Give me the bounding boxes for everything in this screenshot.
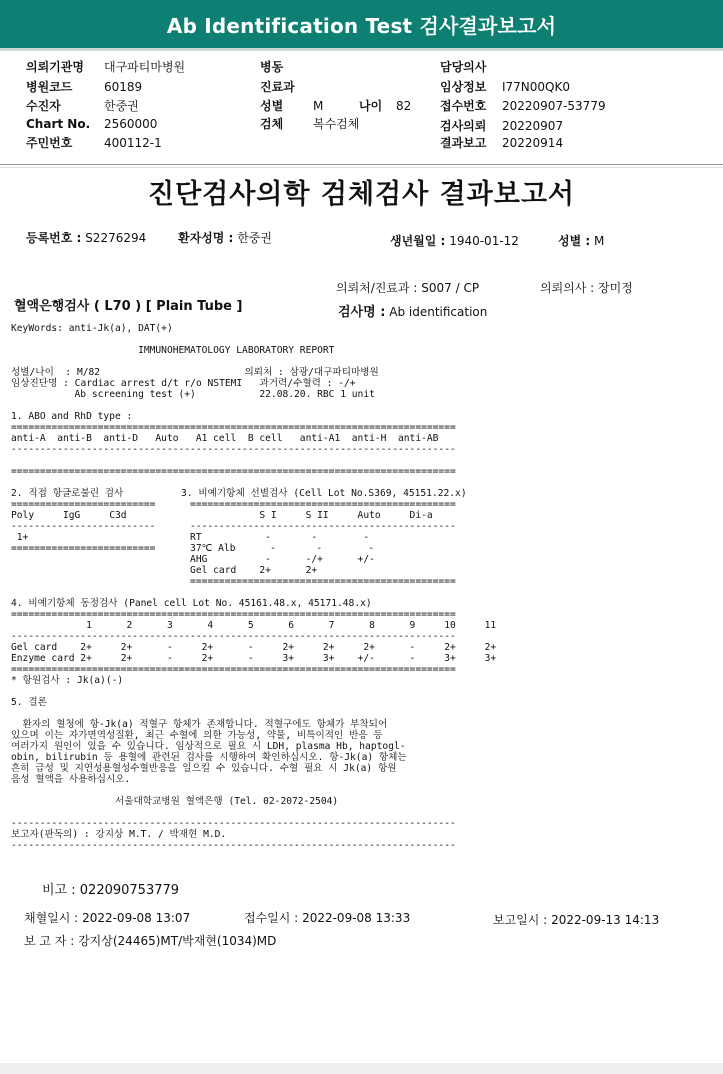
info-sex-age	[260, 97, 411, 114]
report-line: 2. 직접 항글로불린 검사 3. 비예기항체 선별검사 (Cell Lot No.S369, 45151.22.x)	[11, 488, 467, 499]
remark	[42, 879, 179, 898]
report-line: anti-A anti-B anti-D Auto A1 cell B cell anti-A1 anti-H anti-AB	[11, 433, 439, 444]
divider	[0, 164, 723, 165]
test-name	[338, 301, 487, 320]
report-line: KeyWords: anti-Jk(a), DAT(+)	[11, 323, 173, 334]
report-line: Gel card 2+ 2+	[11, 565, 318, 576]
receive-label: 접수일시 :	[244, 911, 299, 925]
birth-date	[390, 232, 519, 249]
report-line: ========================= ==============================================	[11, 499, 456, 510]
info-receipt-no	[440, 97, 606, 114]
patient-label: 환자성명 :	[178, 231, 234, 245]
info-value: 대구파티마병원	[104, 60, 186, 74]
info-label: 접수번호	[440, 99, 487, 113]
report-line: 4. 비예기항체 동정검사 (Panel cell Lot No. 45161.48.x, 45171.48.x)	[11, 598, 372, 609]
report-line: 여러가지 원인이 있을 수 있습니다. 임상적으로 필요 시 LDH, plasma Hb, haptogl-	[11, 741, 406, 752]
remark-value: 022090753779	[79, 883, 180, 898]
collect-time	[24, 909, 190, 926]
info-label: 병동	[260, 60, 284, 74]
info-resident-no	[26, 134, 162, 151]
report-line: =============================================================================	[11, 609, 456, 620]
collect-value: 2022-09-08 13:07	[82, 911, 191, 925]
dob-label: 생년월일 :	[390, 234, 446, 248]
patient-name	[178, 229, 272, 246]
info-label: 검사의뢰	[440, 119, 487, 133]
info-label: 병원코드	[26, 80, 73, 94]
report-line: 있으며 이는 자가면역성질환, 최근 수혈에 의한 가능성, 약물, 비특이적인 반응 등	[11, 730, 383, 741]
info-specimen	[260, 115, 359, 132]
info-label: 결과보고	[440, 136, 487, 150]
report-line: 음성 혈액을 사용하십시오.	[11, 774, 131, 785]
reg-value: S2276294	[85, 231, 147, 245]
info-value: 400112-1	[104, 136, 162, 150]
report-line: Enzyme card 2+ 2+ - 2+ - 3+ 3+ +/- - 3+ 3+	[11, 653, 497, 664]
info-label: 의뢰기관명	[26, 60, 84, 74]
info-patient	[26, 97, 139, 114]
info-label: 임상정보	[440, 80, 487, 94]
page-bottom-band	[0, 1063, 723, 1074]
report-line: -----------------------------------------------------------------------------	[11, 444, 456, 455]
info-ward	[260, 58, 283, 75]
report-line: =============================================================================	[11, 466, 456, 477]
info-value: 2560000	[104, 117, 158, 131]
info-label: 나이	[359, 99, 383, 113]
info-dept	[260, 78, 295, 95]
info-clinical	[440, 78, 570, 95]
report-line: IMMUNOHEMATOLOGY LABORATORY REPORT	[11, 345, 335, 356]
info-doctor	[440, 58, 502, 75]
report-header-title: Ab Identification Test 검사결과보고서	[0, 0, 723, 48]
info-value: 복수검체	[313, 117, 360, 131]
info-label: 성별	[260, 99, 284, 113]
report-line: 임상진단명 : Cardiac arrest d/t r/o NSTEMI 과거력/수혈력 : -/+	[11, 378, 356, 389]
info-label: Chart No.	[26, 117, 91, 131]
dept-line: 의뢰처/진료과 : S007 / CP	[336, 281, 480, 295]
receive-time	[244, 909, 410, 926]
sex-label: 성별 :	[558, 234, 591, 248]
info-value: 한중권	[104, 99, 139, 113]
info-label: 진료과	[260, 80, 295, 94]
report-line: ------------------------- ----------------------------------------------	[11, 521, 456, 532]
info-request-date	[440, 117, 563, 134]
report-line: 보고자(판독의) : 강지상 M.T. / 박재현 M.D.	[11, 829, 227, 840]
report-line: Ab screening test (+) 22.08.20. RBC 1 unit	[11, 389, 375, 400]
report-line: -----------------------------------------------------------------------------	[11, 840, 456, 851]
report-line: Poly IgG C3d S I S II Auto Di-a	[11, 510, 433, 521]
report-title: 진단검사의학 검체검사 결과보고서	[147, 179, 576, 210]
reg-number	[26, 229, 146, 246]
collect-label: 채혈일시 :	[24, 911, 79, 925]
test-name-value: Ab identification	[389, 305, 488, 319]
report-line: 5. 결론	[11, 697, 47, 708]
patient-value: 한중권	[237, 231, 272, 245]
header-divider	[0, 48, 723, 51]
report-label: 보고일시 :	[493, 913, 548, 927]
report-line: 1. ABO and RhD type :	[11, 411, 133, 422]
info-hospital	[26, 58, 185, 75]
info-label: 담당의사	[440, 60, 487, 74]
report-line: =============================================================================	[11, 422, 456, 433]
info-value: 20220907	[502, 119, 564, 133]
report-time	[493, 911, 659, 928]
report-line: 서울대학교병원 혈액은행 (Tel. 02-2072-2504)	[11, 796, 339, 807]
info-value: 82	[396, 99, 412, 113]
report-line: ========================= 37℃ Alb - - -	[11, 543, 375, 554]
doctor-line: 의뢰의사 : 장미정	[540, 281, 633, 295]
report-line: -----------------------------------------------------------------------------	[11, 631, 456, 642]
info-label: 수진자	[26, 99, 61, 113]
info-value: M	[313, 99, 324, 113]
reg-label: 등록번호 :	[26, 231, 82, 245]
report-line: obin, bilirubin 등 용혈에 관련된 검사를 시행하여 확인하십시오. 항-Jk(a) 항체는	[11, 752, 407, 763]
report-line: -----------------------------------------------------------------------------	[11, 818, 456, 829]
remark-label: 비고 :	[42, 883, 76, 898]
sex-value: M	[594, 234, 605, 248]
report-line: 1 2 3 4 5 6 7 8 9 10 11	[11, 620, 497, 631]
report-value: 2022-09-13 14:13	[551, 913, 660, 927]
report-line: ==============================================	[11, 576, 456, 587]
report-line: 흔히 급성 및 지연성용혈성수혈반응을 일으킬 수 있습니다. 수혈 필요 시 Jk(a) 항원	[11, 763, 397, 774]
report-line: AHG - -/+ +/-	[11, 554, 375, 565]
report-line: * 항원검사 : Jk(a)(-)	[11, 675, 124, 686]
info-label: 주민번호	[26, 136, 73, 150]
test-group: 혈액은행검사 ( L70 ) [ Plain Tube ]	[14, 299, 243, 314]
info-value: 60189	[104, 80, 143, 94]
report-body	[11, 323, 496, 851]
report-line: =============================================================================	[11, 664, 456, 675]
report-line: Gel card 2+ 2+ - 2+ - 2+ 2+ 2+ - 2+ 2+	[11, 642, 497, 653]
reporter-value: 강지상(24465)MT/박재현(1034)MD	[78, 934, 277, 948]
info-label: 검체	[260, 117, 284, 131]
test-name-label: 검사명 :	[338, 305, 386, 320]
info-value: 20220914	[502, 136, 564, 150]
sex	[558, 232, 604, 249]
info-report-date	[440, 134, 563, 151]
reporter-label: 보 고 자 :	[24, 934, 75, 948]
receive-value: 2022-09-08 13:33	[302, 911, 411, 925]
reporter	[24, 932, 276, 949]
report-line: 성별/나이 : M/82 의뢰처 : 삼광/대구파티마병원	[11, 367, 379, 378]
info-chart-no	[26, 117, 157, 131]
info-hospital-code	[26, 78, 142, 95]
divider	[0, 167, 723, 168]
dob-value: 1940-01-12	[449, 234, 519, 248]
info-value: 20220907-53779	[502, 99, 606, 113]
report-line: 1+ RT - - -	[11, 532, 370, 543]
report-line: 환자의 혈청에 항-Jk(a) 적혈구 항체가 존재합니다. 적혈구에도 항체가 부착되어	[11, 719, 388, 730]
info-value: I77N00QK0	[502, 80, 571, 94]
